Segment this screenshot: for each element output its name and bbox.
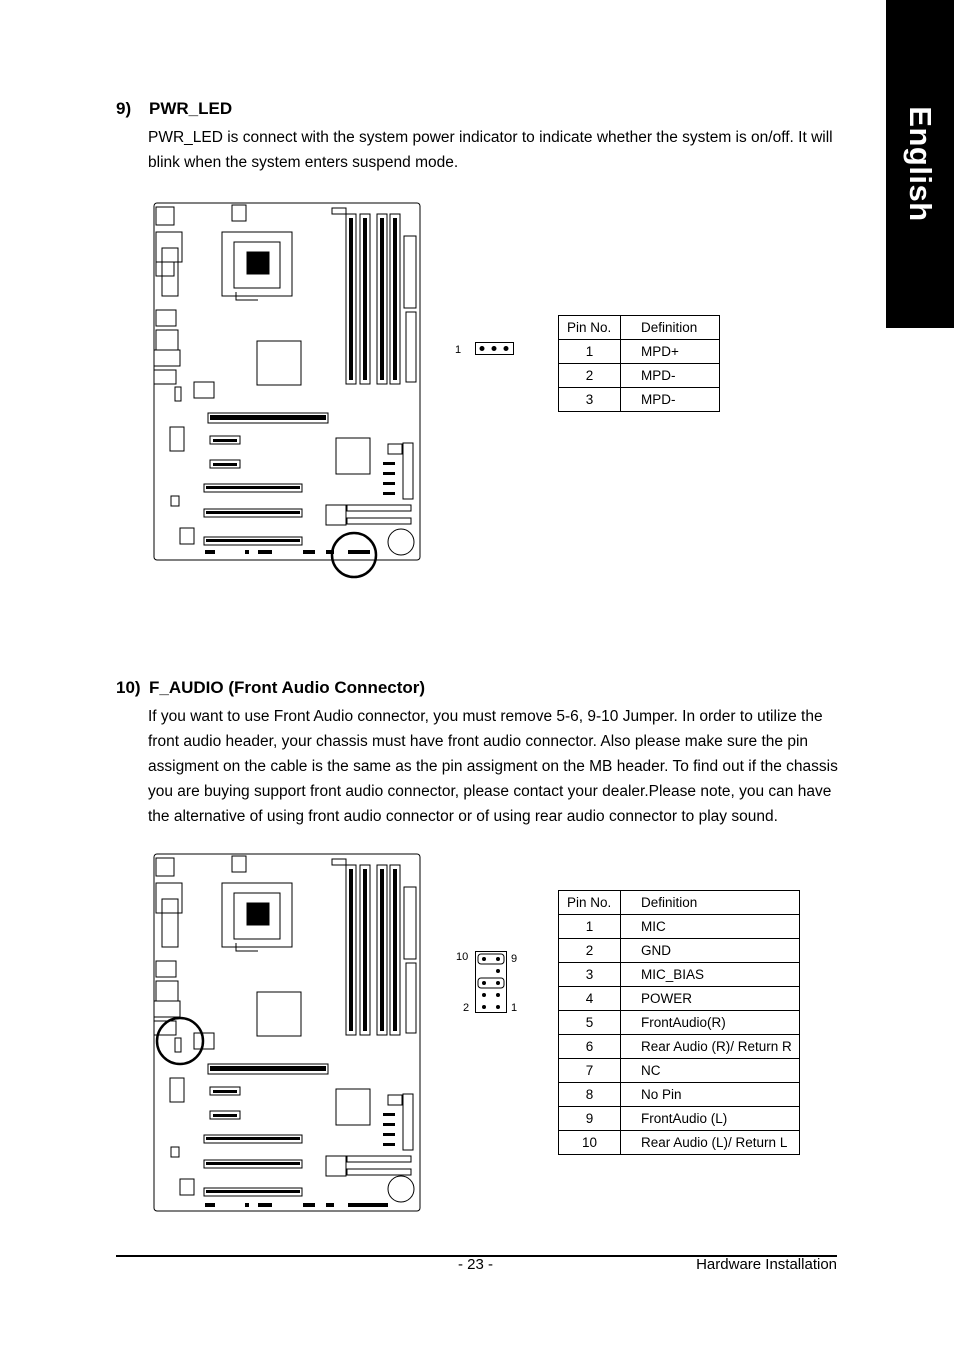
language-tab-label: English [903,106,938,222]
pin-number: 1 [559,340,621,364]
table-row [559,1107,800,1131]
pin-number: 1 [559,915,621,939]
header-pin-no: Pin No. [559,316,621,340]
pin-number: 5 [559,1011,621,1035]
pin-definition: MPD- [621,364,720,388]
pin-number: 10 [559,1131,621,1155]
table-row [559,1011,800,1035]
pin-number: 3 [559,388,621,412]
section-10-paragraph: If you want to use Front Audio connector, you must remove 5-6, 9-10 Jumper. In order to utilize the front audio header, your chassis must have front audio connector. Also please make sure the pin assigment on the cable is the same as the pin assigment on the MB header. To find out if the chassis you are buying support front audio connector, please contact your dealer.Please note, you can have the alternative of using front audio connector or of using rear audio connector to play sound. [148,708,838,825]
pin-definition: Rear Audio (L)/ Return L [621,1131,800,1155]
pin-number: 2 [559,939,621,963]
pin-definition: No Pin [621,1083,800,1107]
section-10-heading [116,678,425,698]
pin-definition: MIC_BIAS [621,963,800,987]
pin-definition: Rear Audio (R)/ Return R [621,1035,800,1059]
section-9-heading [116,99,232,119]
table-row [559,340,720,364]
f-audio-connector-diagram [474,950,510,1016]
table-row [559,1131,800,1155]
pin-definition: MPD+ [621,340,720,364]
pin-definition: POWER [621,987,800,1011]
table-row [559,987,800,1011]
table-row [559,1059,800,1083]
f-audio-pin2-label: 2 [463,1002,470,1014]
pwr-led-connector-diagram [474,341,516,357]
table-row [559,939,800,963]
section-10-number: 10) [116,678,141,697]
table-header-row [559,891,800,915]
pin-number: 4 [559,987,621,1011]
pin-number: 9 [559,1107,621,1131]
pwr-led-pin1-label: 1 [455,344,462,356]
pin-definition: FrontAudio (L) [621,1107,800,1131]
table-row [559,1083,800,1107]
language-tab [886,0,954,328]
pin-number: 3 [559,963,621,987]
pin-definition: GND [621,939,800,963]
f-audio-pin-table [558,890,800,1155]
pin-definition: MPD- [621,388,720,412]
header-definition: Definition [621,316,720,340]
table-row [559,963,800,987]
pin-definition: NC [621,1059,800,1083]
header-pin-no: Pin No. [559,891,621,915]
pin-number: 2 [559,364,621,388]
pin-definition: MIC [621,915,800,939]
table-row [559,1035,800,1059]
footer-section-name: Hardware Installation [696,1256,837,1273]
section-9-paragraph: PWR_LED is connect with the system power indicator to indicate whether the system is on/off. It will blink when the system enters suspend mode. [148,129,833,171]
section-9-number: 9) [116,99,132,118]
pin-number: 8 [559,1083,621,1107]
table-header-row [559,316,720,340]
header-definition: Definition [621,891,800,915]
page-number: - 23 - [458,1256,494,1273]
table-row [559,388,720,412]
f-audio-pin10-label: 10 [456,951,469,963]
table-row [559,364,720,388]
f-audio-pin1-label: 1 [511,1002,518,1014]
motherboard-diagram-f-audio [150,851,430,1217]
f-audio-pin9-label: 9 [511,953,518,965]
pwr-led-pin-table [558,315,720,412]
section-10-title: F_AUDIO (Front Audio Connector) [149,678,426,697]
table-row [559,915,800,939]
pin-definition: FrontAudio(R) [621,1011,800,1035]
pin-number: 6 [559,1035,621,1059]
motherboard-diagram-pwr-led [150,200,430,580]
section-9-title: PWR_LED [149,99,233,118]
pin-number: 7 [559,1059,621,1083]
